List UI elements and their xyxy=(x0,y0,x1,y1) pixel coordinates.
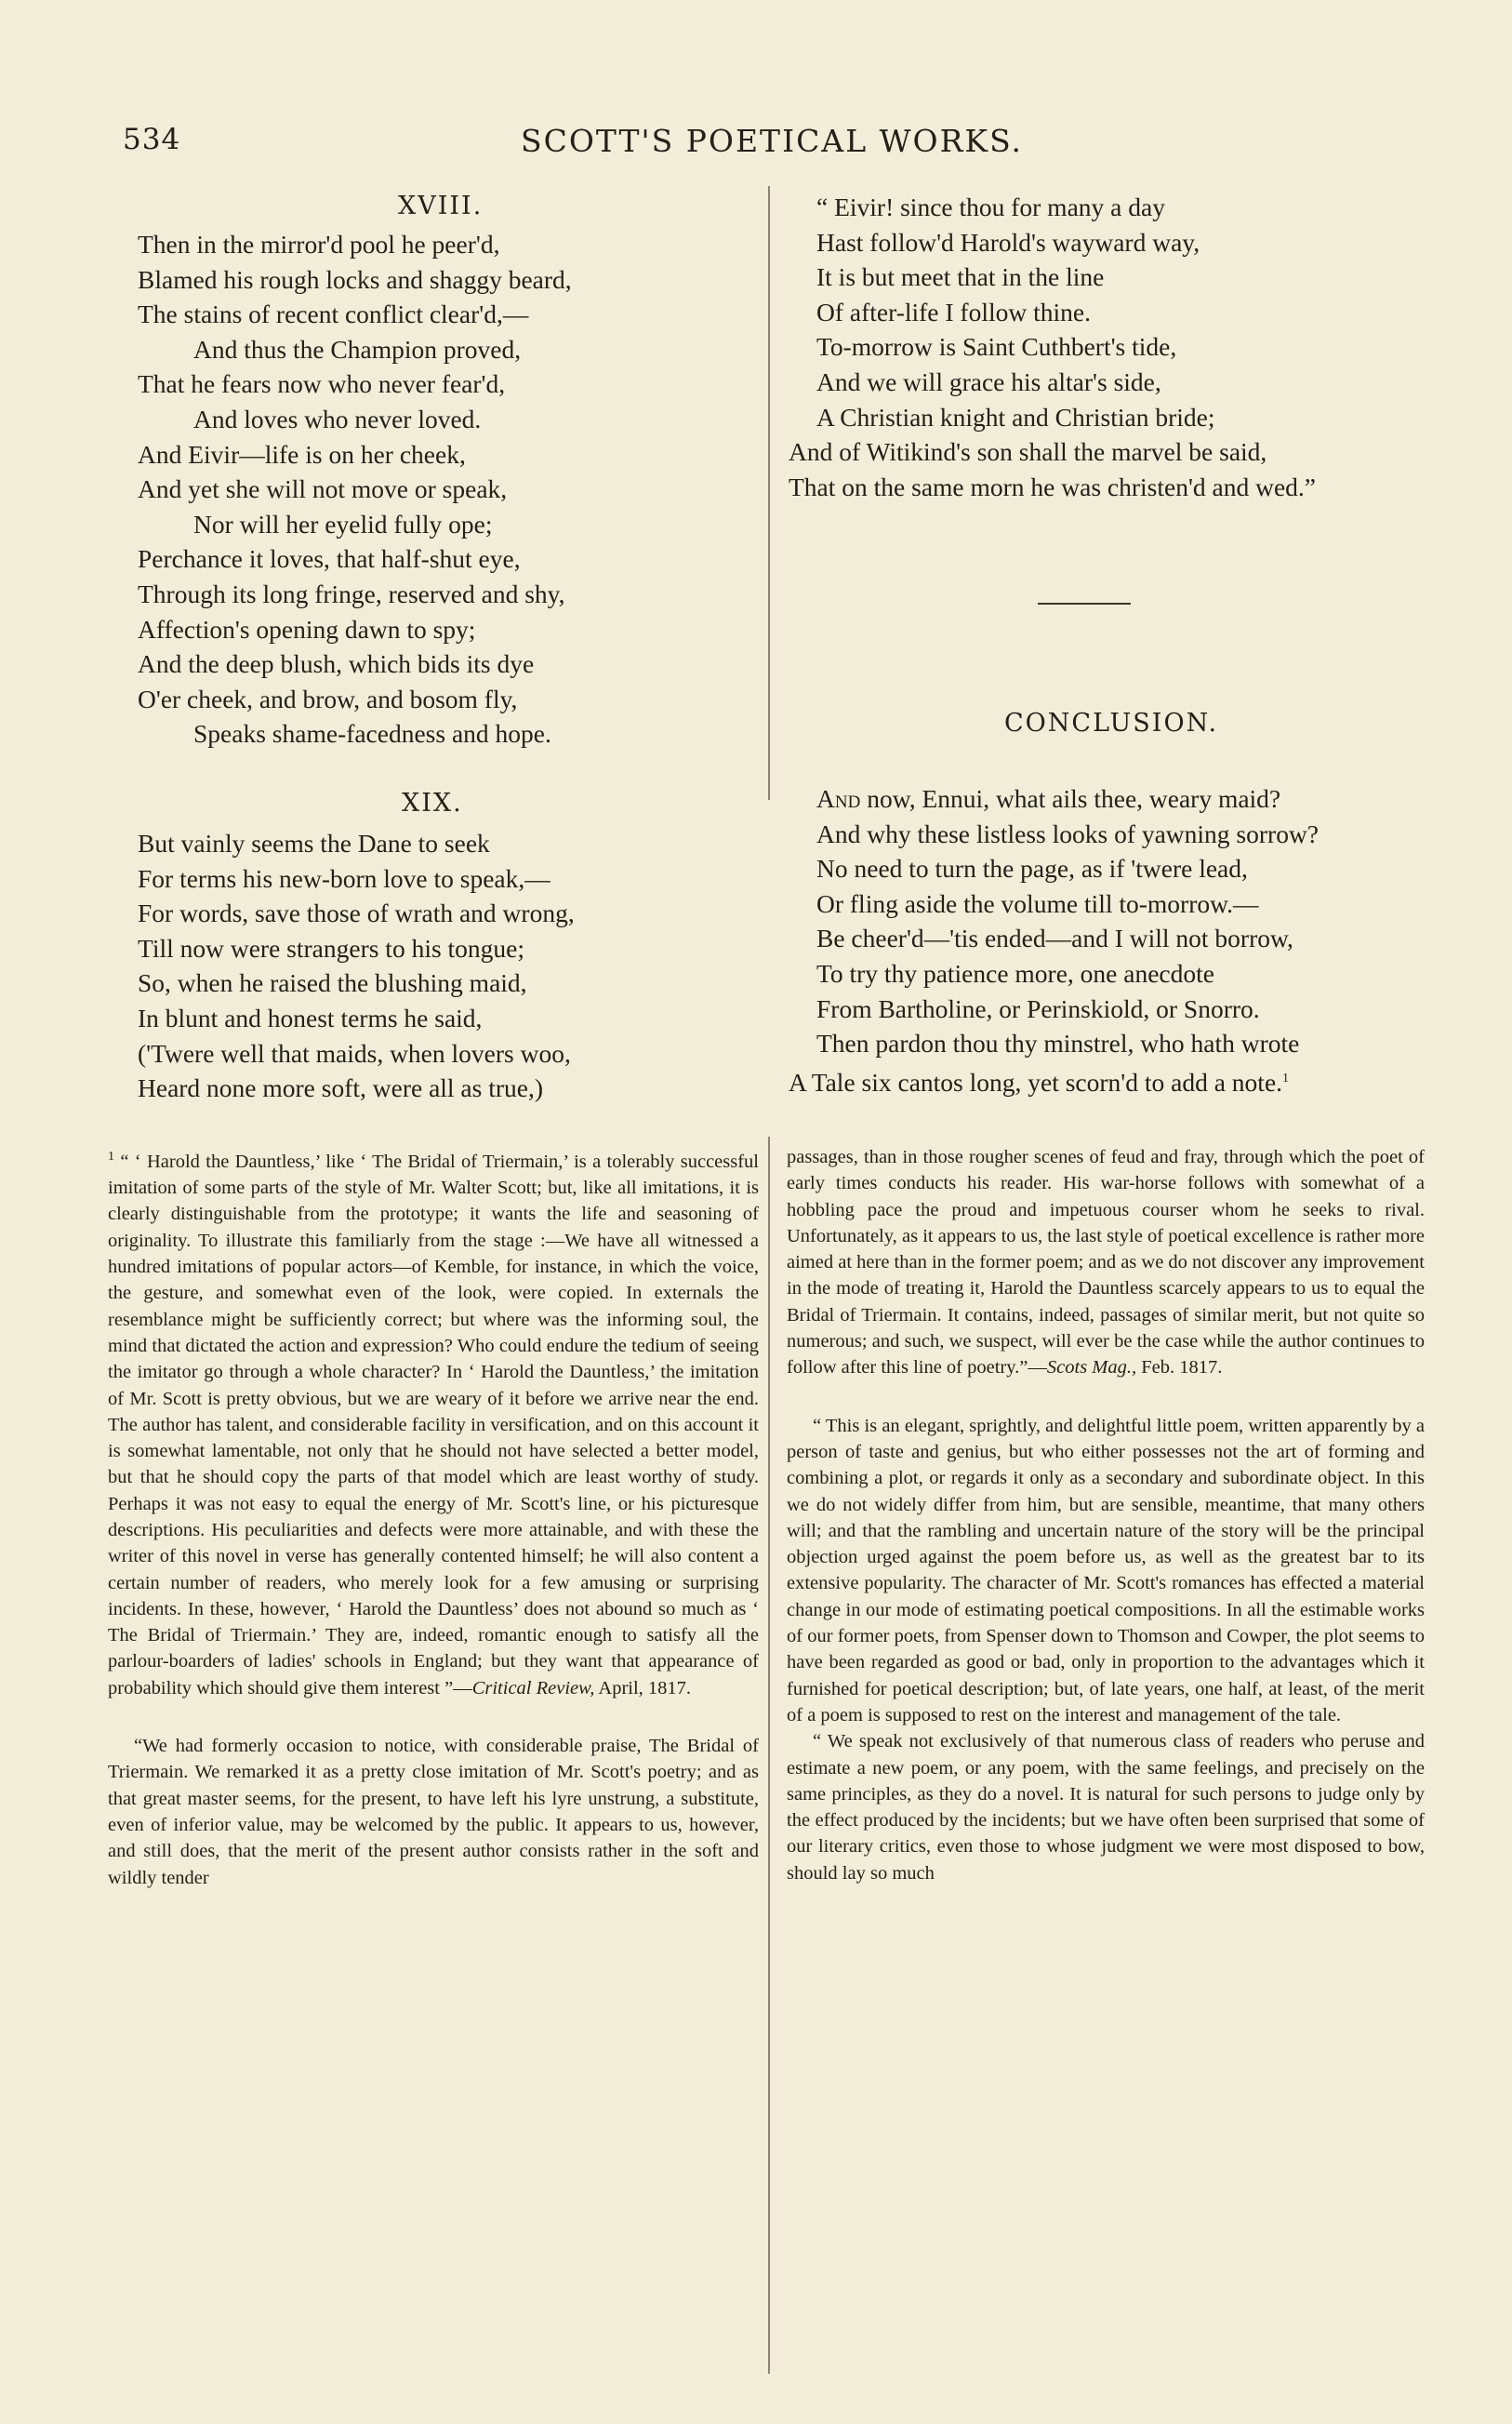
verse-line: Nor will her eyelid fully ope; xyxy=(193,509,493,539)
verse-line: It is but meet that in the line xyxy=(816,262,1105,292)
section-divider xyxy=(1038,603,1131,605)
verse-line: Heard none more soft, were all as true,) xyxy=(138,1073,543,1103)
footnotes-right xyxy=(787,1144,1425,1886)
verse-line: And thus the Champion proved, xyxy=(193,334,522,364)
running-title: SCOTT'S POETICAL WORKS. xyxy=(521,123,1023,159)
verse-line: Of after-life I follow thine. xyxy=(816,297,1091,326)
verse-line: A Christian knight and Christian bride; xyxy=(816,402,1215,432)
verse-line: To try thy patience more, one anecdote xyxy=(816,958,1214,988)
source-date: Feb. 1817. xyxy=(1136,1357,1223,1378)
footnote-text: passages, than in those rougher scenes of feud and fray, through which the poet of early times conducts his reader. His war-horse follows with somewhat of a hobbling pace the proud and impetuous courser whom he seeks to rival. Unfortunately, as it appears to us, the last style of poetical excellence is rather more aimed at here than in the former poem; and as we do not discover any improvement in the mode of treating it, Harold the Dauntless scarcely appears to us to equal the Bridal of Triermain. It contains, indeed, passages of similar merit, but not quite so numerous; and such, we suspect, will ever be the case while the author continues to follow after this line of poetry.”— xyxy=(787,1147,1425,1378)
verse-text: A Tale six cantos long, yet scorn'd to add a note. xyxy=(789,1067,1283,1097)
notes-column-divider xyxy=(768,1137,770,2374)
verse-line: Perchance it loves, that half-shut eye, xyxy=(138,544,521,574)
verse-line: Hast follow'd Harold's wayward way, xyxy=(816,227,1200,257)
page-number: 534 xyxy=(123,123,181,156)
verse-line: And why these listless looks of yawning sorrow? xyxy=(816,819,1320,848)
column-divider xyxy=(768,186,770,800)
verse-line: Or fling aside the volume till to-morrow.— xyxy=(816,888,1259,918)
verse-line: For words, save those of wrath and wrong, xyxy=(138,899,575,928)
source-citation: Critical Review, xyxy=(471,1677,595,1698)
verse-line: Blamed his rough locks and shaggy beard, xyxy=(138,264,572,294)
verse-line: Till now were strangers to his tongue; xyxy=(138,933,525,963)
stanza-heading-19: XIX. xyxy=(402,789,463,818)
verse-line: That on the same morn he was christen'd and wed.” xyxy=(789,472,1316,501)
initial-word: And xyxy=(816,784,861,813)
verse-line: From Bartholine, or Perinskiold, or Snorro. xyxy=(816,993,1260,1023)
verse-line xyxy=(789,1061,1319,1100)
verse-line: For terms his new-born love to speak,— xyxy=(138,863,550,893)
verse-line: The stains of recent conflict clear'd,— xyxy=(138,300,529,329)
verse-line: Through its long fringe, reserved and shy, xyxy=(138,579,565,608)
verse-line xyxy=(789,781,1319,817)
stanza-18 xyxy=(138,227,572,752)
conclusion-poem xyxy=(789,781,1319,1100)
footnote-paragraph xyxy=(108,1144,759,1701)
footnotes-left xyxy=(108,1144,759,1891)
stanza-19 xyxy=(138,826,575,1106)
verse-line: And loves who never loved. xyxy=(193,404,482,433)
verse-line: And of Witikind's son shall the marvel be said, xyxy=(789,437,1267,467)
stanza-19-continued xyxy=(789,190,1316,504)
footnote-text: “ ‘ Harold the Dauntless,’ like ‘ The Bridal of Triermain,’ is a tolerably successful imitation of some parts of the style of Mr. Walter Scott; but, like all imitations, it is clearly distinguishable from the prototype; it wants the life and seasoning of originality. To illustrate this familiarly from the stage :—We have all witnessed a hundred imitations of popular actors—of Kemble, for instance, in which the voice, the gesture, and somewhat even of the look, were copied. In externals the resemblance might be sufficiently correct; but where was the informing soul, the mind that dictated the action and expression? Who could endure the tedium of seeing the imitator go through a whole character? In ‘ Harold the Dauntless,’ the imitation of Mr. Scott is pretty obvious, but we are weary of it before we arrive near the end. The author has talent, and considerable facility in versification, and on this account it is somewhat lamentable, not only that he should not have selected a better model, but that he should copy the parts of that model which are least worthy of study. Perhaps it was not easy to equal the energy of Mr. Scott's line, or his picturesque descriptions. His peculiarities and defects were more attainable, and with these the writer of this novel in verse has generally contented himself; he will also content a certain number of readers, who merely look for a few amusing or surprising incidents. In these, however, ‘ Harold the Dauntless’ does not abound so much as ‘ The Bridal of Triermain.’ They are, indeed, romantic enough to satisfy all the parlour-boarders of ladies' schools in England; but they want that appearance of probability which should give them interest ”— xyxy=(108,1151,760,1698)
verse-line: Then pardon thou thy minstrel, who hath wrote xyxy=(816,1029,1300,1059)
verse-line: That he fears now who never fear'd, xyxy=(138,369,506,399)
stanza-heading-18: XVIII. xyxy=(398,192,484,220)
footnote-paragraph: “We had formerly occasion to notice, with considerable praise, The Bridal of Triermain. We remarked it as a pretty close imitation of Mr. Scott's poetry; and as that great master seems, for the present, to have left his lyre unstrung, a substitute, even of inferior value, may be welcomed by the public. It appears to us, however, and still does, that the merit of the present author consists rather in the soft and wildly tender xyxy=(108,1736,759,1888)
verse-line: No need to turn the page, as if 'twere lead, xyxy=(816,854,1248,884)
verse-line: And we will grace his altar's side, xyxy=(816,366,1161,396)
verse-line: And the deep blush, which bids its dye xyxy=(138,649,535,679)
source-date: April, 1817. xyxy=(594,1677,692,1698)
footnote-paragraph xyxy=(787,1144,1425,1381)
verse-line: In blunt and honest terms he said, xyxy=(138,1003,483,1032)
verse-line: Speaks shame-facedness and hope. xyxy=(193,719,551,749)
verse-line: And yet she will not move or speak, xyxy=(138,474,508,504)
footnote-reference: 1 xyxy=(1282,1071,1290,1085)
footnote-paragraph: “ This is an elegant, sprightly, and delightful little poem, written apparently by a person of taste and genius, but who either possesses not the art of forming and combining a plot, or regards it only as a secondary and subordinate object. In this we do not widely differ from him, but are sensible, meantime, that many others will; and that the rambling and uncertain nature of the story will be the principal objection urged against the poem before us, as well as the greatest bar to its extensive popularity. The character of Mr. Scott's romances has effected a material change in our mode of estimating poetical compositions. In all the estimable works of our former poets, from Spenser down to Thomson and Cowper, the plot seems to have been regarded as good or bad, only in proportion to the advantages which it furnished for poetical description; but, of late years, one half, at least, of the merit of a poem is supposed to rest on the interest and management of the tale. xyxy=(787,1415,1425,1725)
source-citation: Scots Mag., xyxy=(1046,1357,1137,1378)
verse-line: And Eivir—life is on her cheek, xyxy=(138,439,466,469)
verse-line: Affection's opening dawn to spy; xyxy=(138,614,476,644)
verse-line: But vainly seems the Dane to seek xyxy=(138,829,490,858)
verse-line: “ Eivir! since thou for many a day xyxy=(816,193,1165,221)
footnote-paragraph: “ We speak not exclusively of that numerous class of readers who peruse and estimate a new poem, or any poem, with the same feelings, and precisely on the same principles, as they do a novel. It is natural for such persons to judge only by the effect produced by the incidents; but we have often been surprised that some of our literary critics, even those to whose judgment we were most disposed to bow, should lay so much xyxy=(787,1731,1425,1884)
conclusion-heading: CONCLUSION. xyxy=(1004,709,1219,738)
verse-text: now, Ennui, what ails thee, weary maid? xyxy=(860,784,1281,813)
footnote-mark: 1 xyxy=(108,1150,114,1164)
verse-line: Be cheer'd—'tis ended—and I will not borrow, xyxy=(816,924,1293,953)
verse-line: So, when he raised the blushing maid, xyxy=(138,968,527,998)
verse-line: ('Twere well that maids, when lovers woo, xyxy=(138,1038,571,1068)
verse-line: Then in the mirror'd pool he peer'd, xyxy=(138,230,500,259)
verse-line: O'er cheek, and brow, and bosom fly, xyxy=(138,684,518,713)
verse-line: To-morrow is Saint Cuthbert's tide, xyxy=(816,332,1177,362)
